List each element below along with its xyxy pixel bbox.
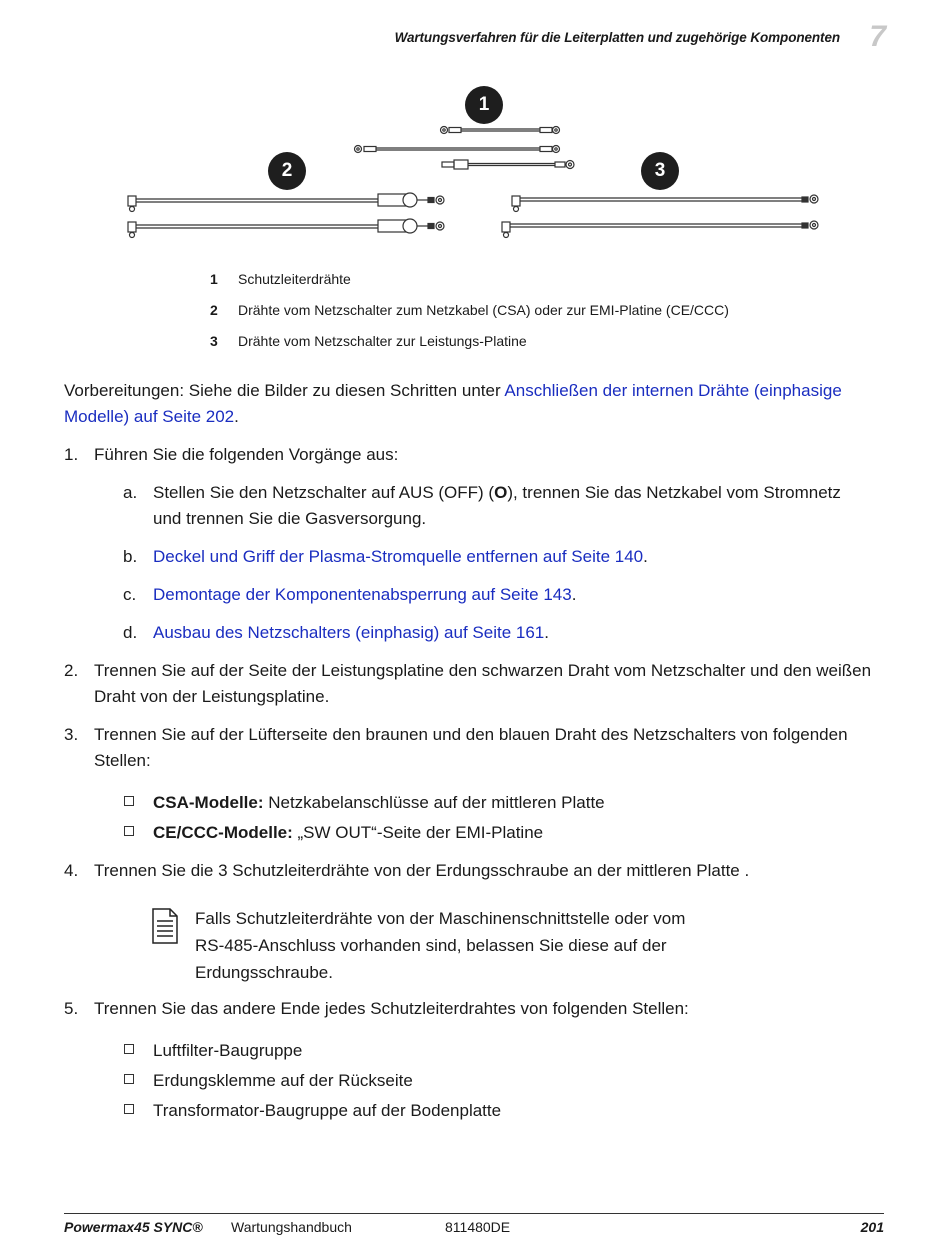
bullet-square: [124, 826, 134, 836]
link-internal-wires[interactable]: Anschließen der internen Drähte (einphasige: [504, 381, 842, 400]
substep-c-text: [153, 582, 873, 608]
callout-3: 3: [641, 152, 679, 190]
step-number: 5.: [64, 999, 79, 1018]
off-symbol: O: [494, 483, 508, 502]
page-number: 201: [860, 1219, 884, 1235]
substep-letter: a.: [123, 483, 138, 502]
substep-letter: b.: [123, 547, 138, 566]
substep-d-text: [153, 620, 873, 646]
period: .: [544, 623, 549, 642]
document-note-icon: [151, 908, 179, 949]
footer-manual: Wartungshandbuch: [231, 1219, 352, 1235]
step-text: Trennen Sie auf der Lüfterseite den braunen und den blauen Draht des Netzschalters von folgenden Stellen:: [94, 725, 848, 770]
preparation-text: Vorbereitungen: Siehe die Bilder zu diesen Schritten unter: [64, 381, 505, 400]
bullet-item: Luftfilter-Baugruppe: [153, 1041, 303, 1060]
bullet-text: Netzkabelanschlüsse auf der mittleren Platte: [263, 793, 605, 812]
bullet-item: Erdungsklemme auf der Rückseite: [153, 1071, 413, 1090]
bullet-text: „SW OUT“-Seite der EMI-Platine: [292, 823, 544, 842]
legend-text: Drähte vom Netzschalter zum Netzkabel (CSA) oder zur EMI-Platine (CE/CCC): [238, 302, 729, 318]
ground-wire-1: [441, 127, 560, 134]
bullet-square: [124, 1074, 134, 1084]
footer-product: Powermax45 SYNC®: [64, 1219, 203, 1235]
substep-b-text: [153, 544, 873, 570]
bullet-item: [153, 793, 605, 813]
step-number: 1.: [64, 445, 79, 464]
running-header: Wartungsverfahren für die Leiterplatten und zugehörige Komponenten: [394, 30, 840, 45]
step-text: Trennen Sie das andere Ende jedes Schutzleiterdrahtes von folgenden Stellen:: [94, 999, 689, 1018]
legend-number: 1: [210, 271, 218, 287]
period: .: [571, 585, 577, 604]
period: .: [643, 547, 648, 566]
step-number: 2.: [64, 661, 79, 680]
legend-number: 2: [210, 302, 218, 318]
substep-letter: c.: [123, 585, 137, 604]
bullet-item: [153, 823, 543, 843]
wire-figure: [0, 80, 950, 250]
step-text: Trennen Sie auf der Seite der Leistungsplatine den schwarzen Draht vom Netzschalter und den weißen Draht von der Leistungsplatine.: [94, 661, 872, 706]
legend-item: [210, 271, 351, 287]
bullet-bold-label: CSA-Modelle:: [153, 793, 264, 812]
link-power-switch-removal[interactable]: Ausbau des Netzschalters (einphasig) auf Seite 161: [153, 623, 545, 642]
period: .: [234, 407, 239, 426]
switch-to-power-board-wire-2: [502, 221, 818, 238]
legend-item: [210, 302, 729, 318]
substep-letter: d.: [123, 623, 138, 642]
footer-rule: [64, 1213, 884, 1214]
callout-1: 1: [465, 86, 503, 124]
legend-text: Schutzleiterdrähte: [238, 271, 351, 287]
bullet-square: [124, 1104, 134, 1114]
preparation-paragraph: [64, 378, 894, 430]
step-text: Trennen Sie die 3 Schutzleiterdrähte von der Erdungsschraube an der mittleren Platte .: [94, 861, 750, 880]
switch-to-emi-wire-2: [128, 219, 444, 238]
bullet-square: [124, 1044, 134, 1054]
legend-number: 3: [210, 333, 218, 349]
ground-wire-3: [442, 160, 574, 169]
legend-text: Drähte vom Netzschalter zur Leistungs-Platine: [238, 333, 527, 349]
ground-wire-2: [355, 146, 560, 153]
note-text: Falls Schutzleiterdrähte von der Maschinenschnittstelle oder vom RS-485-Anschluss vorhanden sind, belassen Sie diese auf der Erdungsschraube.: [195, 909, 686, 982]
substep-a-part2: ), trennen Sie das Netzkabel vom Stromnetz und trennen Sie die Gasversorgung.: [153, 483, 841, 528]
link-component-barrier[interactable]: Demontage der Komponentenabsperrung auf Seite 143: [153, 585, 572, 604]
link-cover-handle[interactable]: Deckel und Griff der Plasma-Stromquelle entfernen auf Seite 140: [153, 547, 644, 566]
legend-item: [210, 333, 527, 349]
switch-to-emi-wire-1: [128, 193, 444, 212]
footer-doc-number: 811480DE: [445, 1219, 511, 1235]
switch-to-power-board-wire-1: [512, 195, 818, 212]
bullet-square: [124, 796, 134, 806]
step-text: Führen Sie die folgenden Vorgänge aus:: [94, 445, 399, 464]
callout-2: 2: [268, 152, 306, 190]
step-number: 4.: [64, 861, 79, 880]
bullet-bold-label: CE/CCC-Modelle:: [153, 823, 293, 842]
substep-a-text: [153, 480, 873, 532]
substep-a-part1: Stellen Sie den Netzschalter auf AUS (OFF) (: [153, 483, 495, 502]
chapter-number: 7: [869, 20, 886, 53]
link-internal-wires-cont[interactable]: Modelle) auf Seite 202: [64, 407, 235, 426]
bullet-item: Transformator-Baugruppe auf der Bodenplatte: [153, 1101, 502, 1120]
step-number: 3.: [64, 725, 79, 744]
